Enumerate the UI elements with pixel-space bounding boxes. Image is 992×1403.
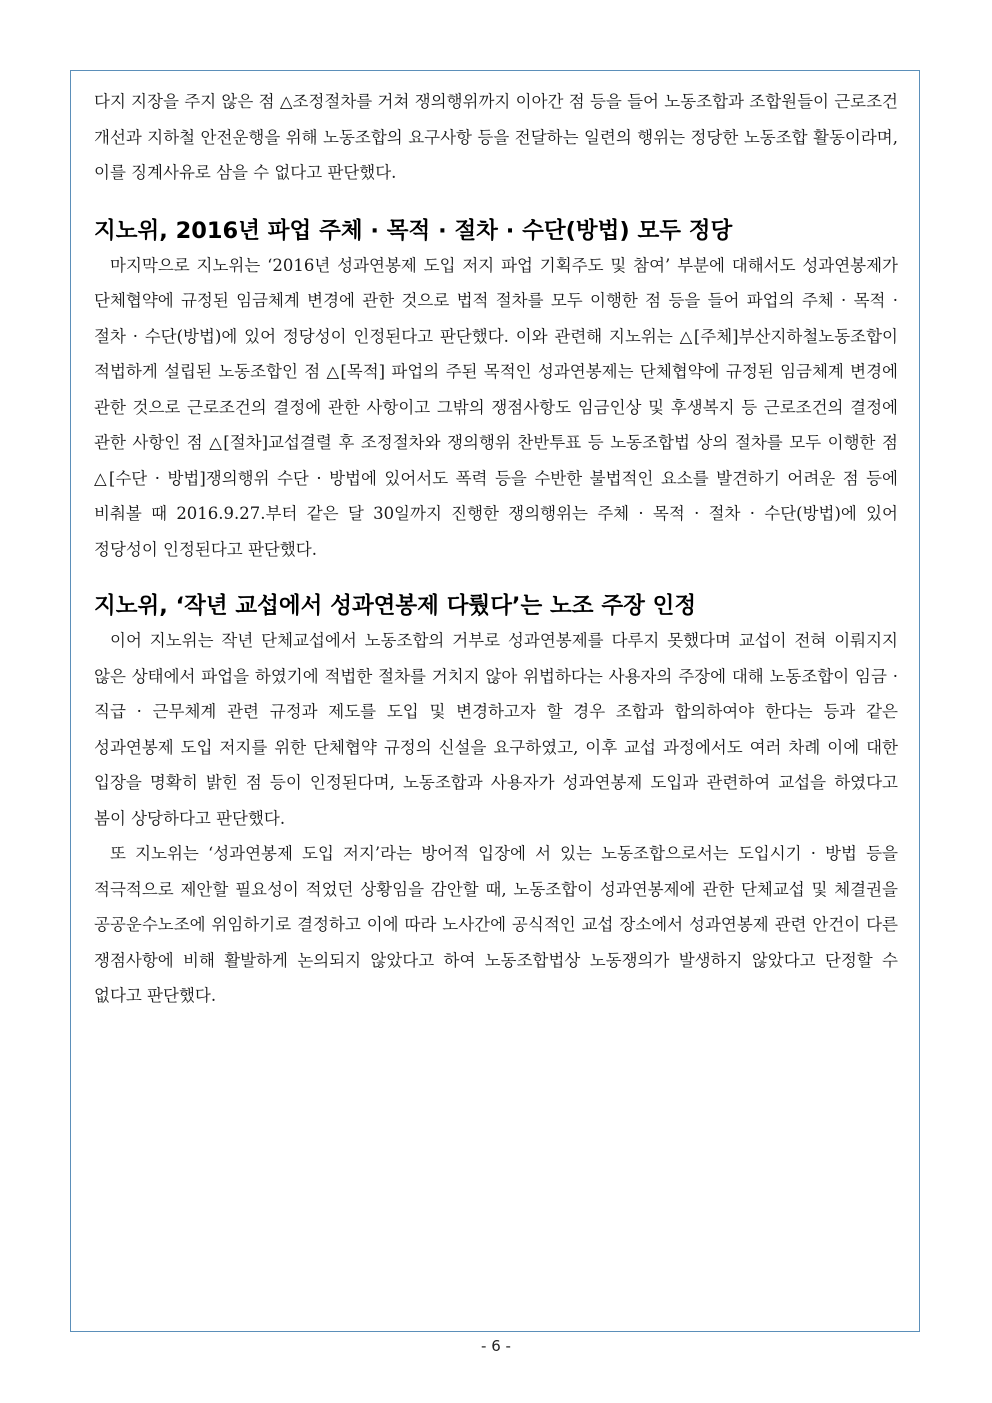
intro-paragraph: 다지 지장을 주지 않은 점 △조정절차를 거쳐 쟁의행위까지 이아간 점 등을 들어 노동조합과 조합원들이 근로조건 개선과 지하철 안전운행을 위해 노동조합의 요구사항 등을 전달하는 일련의 행위는 정당한 노동조합 활동이라며, 이를 징계사유로 삼을 수 없다고 판단했다. bbox=[94, 92, 898, 182]
document-body bbox=[94, 84, 898, 1014]
section-paragraph-bargaining-claim-1: 이어 지노위는 작년 단체교섭에서 노동조합의 거부로 성과연봉제를 다루지 못했다며 교섭이 전혀 이뤄지지 않은 상태에서 파업을 하였기에 적법한 절차를 거치지 않아 위법하다는 사용자의 주장에 대해 노동조합이 임금 · 직급 · 근무체계 관련 규정과 제도를 도입 및 변경하고자 할 경우 조합과 합의하여야 한다는 등과 같은 성과연봉제 도입 저지를 위한 단체협약 규정의 신설을 요구하였고, 이후 교섭 과정에서도 여러 차례 이에 대한 입장을 명확히 밝힌 점 등이 인정된다며, 노동조합과 사용자가 성과연봉제 도입과 관련하여 교섭을 하였다고 봄이 상당하다고 판단했다. bbox=[94, 631, 898, 828]
section-bargaining-claim bbox=[94, 591, 898, 1014]
section-spacer bbox=[94, 567, 898, 591]
section-heading-bargaining-claim: 지노위, ‘작년 교섭에서 성과연봉제 다뤘다’는 노조 주장 인정 bbox=[94, 593, 697, 619]
section-strike-legitimacy bbox=[94, 216, 898, 568]
section-paragraph-strike-legitimacy: 마지막으로 지노위는 ‘2016년 성과연봉제 도입 저지 파업 기획주도 및 참여’ 부분에 대해서도 성과연봉제가 단체협약에 규정된 임금체계 변경에 관한 것으로 법적 절차를 모두 이행한 점 등을 들어 파업의 주체 · 목적 · 절차 · 수단(방법)에 있어 정당성이 인정된다고 판단했다. 이와 관련해 지노위는 △[주체]부산지하철노동조합이 적법하게 설립된 노동조합인 점 △[목적] 파업의 주된 목적인 성과연봉제는 단체협약에 규정된 임금체계 변경에 관한 것으로 근로조건의 결정에 관한 사항이고 그밖의 쟁점사항도 임금인상 및 후생복지 등 근로조건의 결정에 관한 사항인 점 △[절차]교섭결렬 후 조정절차와 쟁의행위 찬반투표 등 노동조합법 상의 절차를 모두 이행한 점 △[수단 · 방법]쟁의행위 수단 · 방법에 있어서도 폭력 등을 수반한 불법적인 요소를 발견하기 어려운 점 등에 비춰볼 때 2016.9.27.부터 같은 달 30일까지 진행한 쟁의행위는 주체 · 목적 · 절차 · 수단(방법)에 있어 정당성이 인정된다고 판단했다. bbox=[94, 255, 898, 559]
page-number: - 6 - bbox=[481, 1337, 511, 1355]
section-spacer bbox=[94, 191, 898, 216]
section-paragraph-bargaining-claim-2: 또 지노위는 ‘성과연봉제 도입 저지’라는 방어적 입장에 서 있는 노동조합으로서는 도입시기 · 방법 등을 적극적으로 제안할 필요성이 적었던 상황임을 감안할 때, 노동조합이 성과연봉제에 관한 단체교섭 및 체결권을 공공운수노조에 위임하기로 결정하고 이에 따라 노사간에 공식적인 교섭 장소에서 성과연봉제 관련 안건이 다른 쟁점사항에 비해 활발하게 논의되지 않았다고 하여 노동조합법상 노동쟁의가 발생하지 않았다고 단정할 수 없다고 판단했다. bbox=[94, 844, 898, 1005]
section-heading-strike-legitimacy: 지노위, 2016년 파업 주체 · 목적 · 절차 · 수단(방법) 모두 정당 bbox=[94, 217, 733, 244]
